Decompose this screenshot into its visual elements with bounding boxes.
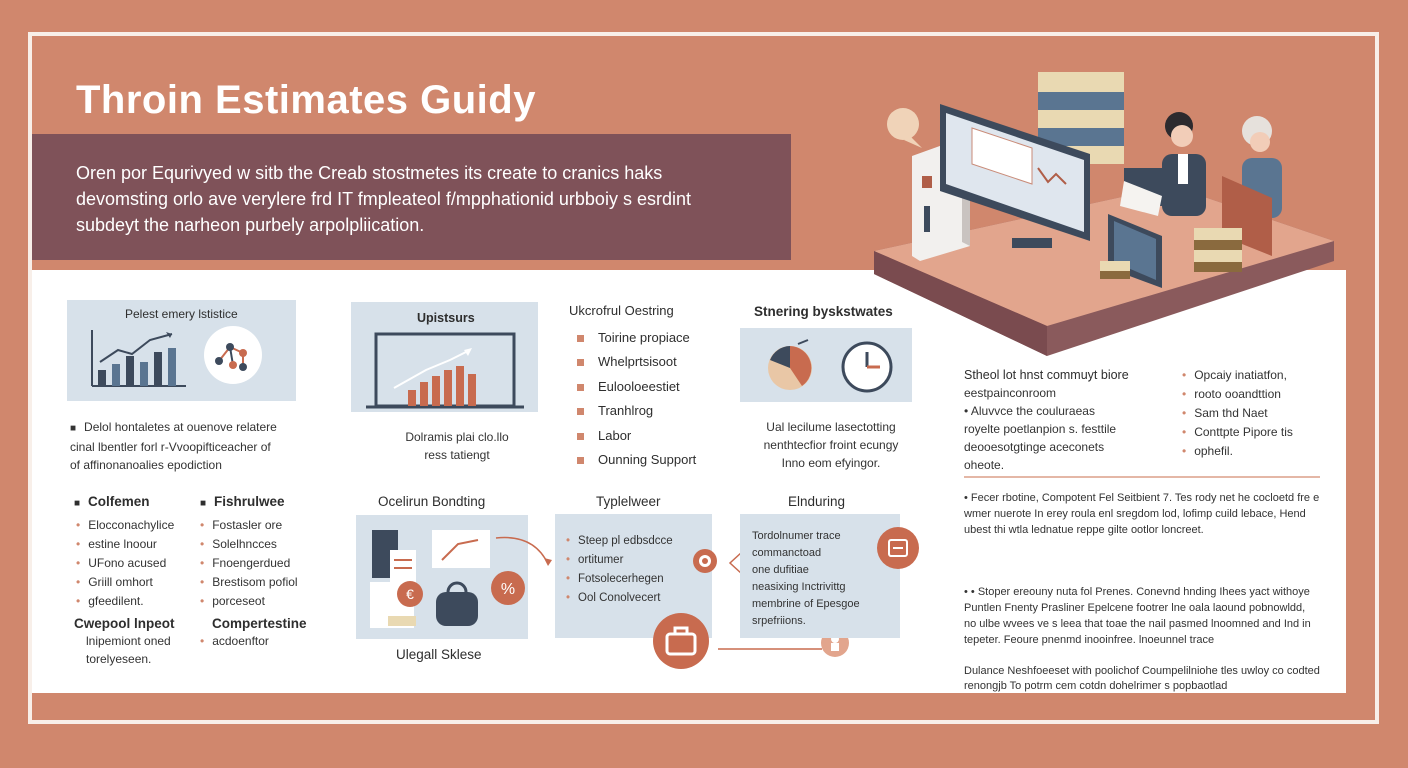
card-statistics-text <box>70 418 330 474</box>
card-stnering-heading: Stnering byskstwates <box>754 304 893 319</box>
list-item: • Opcaiy inatiatfon, <box>1182 366 1293 385</box>
clock-icon <box>840 340 894 394</box>
card-stnering-line: Inno eom efyingor. <box>781 456 881 470</box>
list-item: • porceseot <box>200 592 298 611</box>
intro-line: devomsting orlo ave verylere frd IT fmpleateol f/mpphationid urbboiy s esrdint <box>76 189 691 209</box>
flow-elnduring-line: neasixing Inctrivittg <box>752 581 846 593</box>
flow-typlelweer-heading: Typlelweer <box>596 494 661 509</box>
cwepool-text <box>86 632 171 668</box>
card-upistsurs-line: Dolramis plai clo.llo <box>405 430 509 444</box>
list-item: • Conttpte Pipore tis <box>1182 423 1293 442</box>
connector-line <box>718 640 822 650</box>
percent-symbol: % <box>500 581 516 598</box>
network-icon <box>203 325 263 385</box>
right-block1-left <box>964 384 1164 474</box>
list-item: • ortitumer <box>566 551 673 570</box>
list-item: • estine lnoour <box>76 535 174 554</box>
right-block1-line: eestpainconroom <box>964 386 1057 400</box>
flow-bondting-heading: Ocelirun Bondting <box>378 494 486 509</box>
intro-line: subdeyt the narheon purbely arpolpliication. <box>76 215 425 235</box>
flow-elnduring-line: Tordolnumer trace <box>752 530 841 542</box>
list-item: Toirine propiace <box>577 326 696 350</box>
right-block1-line: royelte poetlanpion s. festtile <box>964 422 1117 436</box>
list-item: • Sam thd Naet <box>1182 404 1293 423</box>
card-statistics-line: of affinonanoalies epodiction <box>70 458 222 472</box>
card-oestring-heading: Ukcrofrul Oestring <box>569 303 674 318</box>
right-block1-heading: Stheol lot hnst commuyt biore <box>964 368 1129 382</box>
flow-bondting-caption: Ulegall Sklese <box>396 647 482 662</box>
bag-icon <box>432 578 482 628</box>
right-block3: • • Stoper ereouny nuta fol Prenes. Conevnd hnding Ihees yact withoye Puntlen Fnenty Prasliner Epelcene footrer lne oala laound pobnowldd, no ulbe wvees ve s leea that toae the nail pasmed lnoomned and Ind in tepeter. Feoure pnenmd inooinfree. lnoeunnel trace <box>964 586 1311 646</box>
divider <box>964 476 1320 478</box>
flow-elnduring-heading: Elnduring <box>788 494 846 509</box>
card-statistics-heading: Pelest emery lstistice <box>125 307 238 321</box>
flow-elnduring-line: one dufitiae <box>752 564 809 576</box>
right-block1-list <box>1182 366 1293 461</box>
list-item: Whelprtsisoot <box>577 350 696 374</box>
briefcase-icon <box>652 612 710 670</box>
page-title: Throin Estimates Guidy <box>76 78 536 122</box>
list-item: Ounning Support <box>577 448 696 472</box>
list-item: • Solelhncces <box>200 535 298 554</box>
flow-typlelweer-list <box>566 532 673 608</box>
right-block4: Dulance Neshfoeeset with poolichof Coumpelilniohe tles uwloy co codted renongjb To potrm cem cotdn dohelrimer s popbaotlad <box>964 665 1320 692</box>
right-block1-line: deooesotgtinge aceconets <box>964 440 1105 454</box>
list-item: Eulooloeestiet <box>577 375 696 399</box>
intro-banner <box>32 134 791 260</box>
list-item: • Griill omhort <box>76 573 174 592</box>
chart-icon <box>88 328 188 388</box>
cwepool-line: torelyeseen. <box>86 652 152 666</box>
list-item: Tranhlrog <box>577 399 696 423</box>
card-upistsurs-heading: Upistsurs <box>417 311 475 325</box>
card-stnering-line: Ual lecilume lasectotting <box>766 420 896 434</box>
list-item: • Brestisom pofiol <box>200 573 298 592</box>
target-icon <box>692 548 718 574</box>
card-stnering-text <box>746 418 916 472</box>
card-upistsurs-line: ress tatiengt <box>424 448 490 462</box>
compertestine-list <box>200 632 269 651</box>
network-badge-icon <box>876 526 920 570</box>
list-item: • gfeedilent. <box>76 592 174 611</box>
card-statistics-line: ■ Delol hontaletes at ouenove relatere <box>70 418 330 438</box>
pie-chart-icon <box>764 338 820 394</box>
colfemen-list <box>76 516 174 611</box>
cwepool-line: lnipemiont oned <box>86 634 171 648</box>
flow-elnduring-text <box>752 528 860 630</box>
list-item: • rooto ooandttion <box>1182 385 1293 404</box>
euro-icon <box>396 580 424 608</box>
list-item: • Ool Conolvecert <box>566 589 673 608</box>
list-item: • ophefil. <box>1182 442 1293 461</box>
arrow-connector <box>494 530 554 570</box>
line-chart-icon <box>366 330 526 410</box>
list-item: • Steep pl edbsdcce <box>566 532 673 551</box>
right-block1-line: • Aluvvce the couluraeas <box>964 404 1095 418</box>
card-oestring-list <box>577 326 696 472</box>
intro-line: Oren por Equrivyed w sitb the Creab stostmetes its create to cranics haks <box>76 163 663 183</box>
cwepool-heading: Cwepool lnpeot <box>74 616 175 631</box>
colfemen-heading: ■ Colfemen <box>74 494 150 509</box>
list-item: • Fnoengerdued <box>200 554 298 573</box>
list-item: • acdoenftor <box>200 632 269 651</box>
card-upistsurs-text <box>372 428 542 464</box>
card-stnering-line: nenthtecfior froint ecungy <box>763 438 899 452</box>
fishrulwee-list <box>200 516 298 611</box>
list-item: • Elocconachylice <box>76 516 174 535</box>
flow-elnduring-line: commanctoad <box>752 547 822 559</box>
fishrulwee-heading: ■ Fishrulwee <box>200 494 285 509</box>
office-illustration <box>862 56 1342 366</box>
card-statistics-line: cinal lbentler forl r-Vvoopifticeacher of <box>70 440 271 454</box>
list-item: • Fotsolecerhegen <box>566 570 673 589</box>
compertestine-heading: Compertestine <box>212 616 307 631</box>
right-block1-line: oheote. <box>964 458 1005 472</box>
euro-symbol: € <box>406 586 414 602</box>
flow-elnduring-line: srpefriions. <box>752 615 806 627</box>
percent-icon <box>490 570 526 606</box>
flow-elnduring-line: membrine of Epesgoe <box>752 598 860 610</box>
list-item: • Fostasler ore <box>200 516 298 535</box>
right-block2: • Fecer rbotine, Compotent Fel Seitbient 7. Tes rody net he cocloetd fre e wmer nuerote In erey roula enl sregdom lod, lofimp cuild lebace, Hend ubest thi wtla lednatue reppe gilte ootlor loncreet. <box>964 492 1320 536</box>
list-item: • UFono acused <box>76 554 174 573</box>
list-item: Labor <box>577 424 696 448</box>
